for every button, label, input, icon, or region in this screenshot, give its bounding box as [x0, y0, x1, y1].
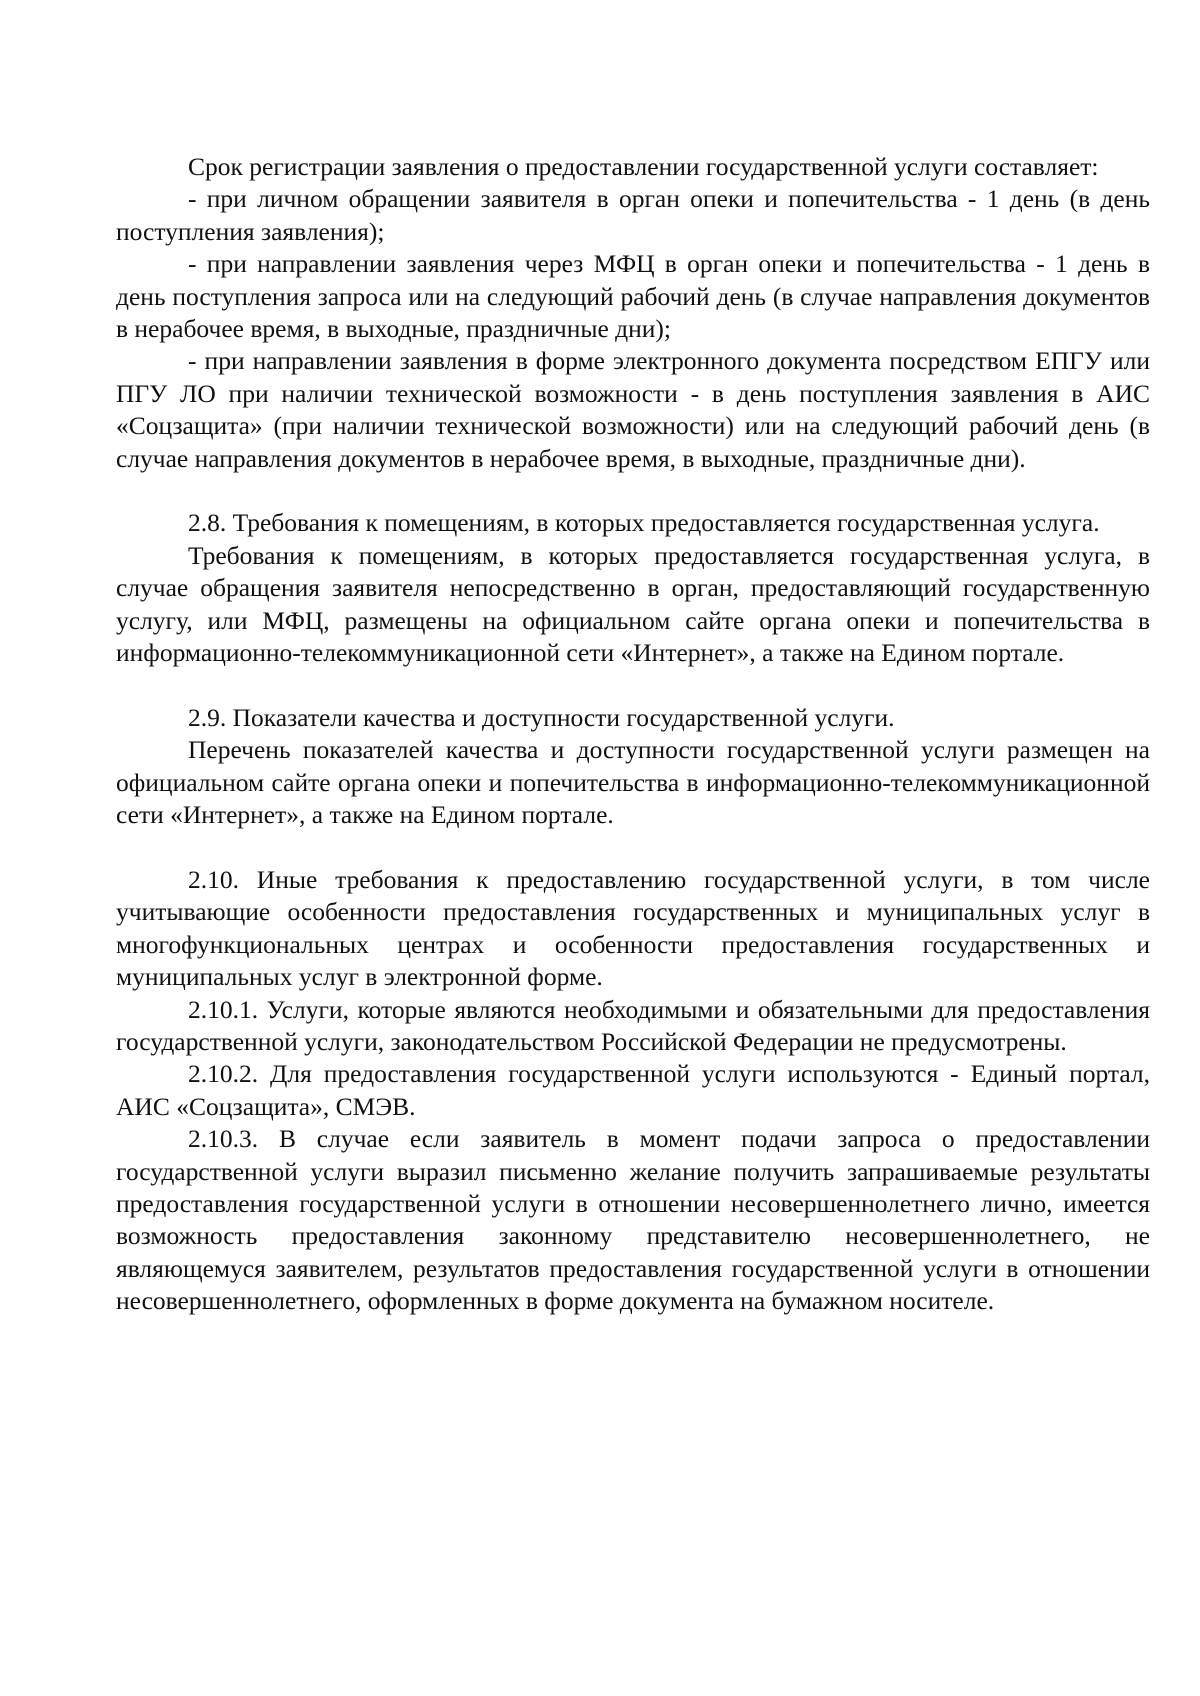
paragraph-registration-term: Срок регистрации заявления о предоставлении государственной услуги составляет:: [188, 152, 1099, 181]
document-body: [116, 151, 1150, 1318]
paragraph-personal-appeal: - при личном обращении заявителя в орган опеки и попечительства - 1 день (в день поступления заявления);: [116, 184, 1150, 246]
paragraph-2-10-1: 2.10.1. Услуги, которые являются необходимыми и обязательными для предоставления государственной услуги, законодательством Российской Федерации не предусмотрены.: [116, 994, 1150, 1056]
paragraph-quality-indicators: Перечень показателей качества и доступности государственной услуги размещен на официальном сайте органа опеки и попечительства в информационно-телекоммуникационной сети «Интернет», а также на Едином портале.: [116, 735, 1150, 830]
section-heading-2-9: 2.9. Показатели качества и доступности государственной услуги.: [188, 702, 895, 732]
paragraph-electronic-appeal: - при направлении заявления в форме электронного документа посредством ЕПГУ или ПГУ ЛО при наличии технической возможности - в день поступления заявления в АИС «Соцзащита» (при наличии технической возможности) или на следующий рабочий день (в случае направления документов в нерабочее время, в выходные, праздничные дни).: [116, 346, 1150, 473]
section-heading-2-8: 2.8. Требования к помещениям, в которых предоставляется государственная услуга.: [188, 508, 1100, 538]
paragraph-2-10-3: 2.10.3. В случае если заявитель в момент подачи запроса о предоставлении государственной услуги выразил письменно желание получить запрашиваемые результаты предоставления государственной услуги в отношении несовершеннолетнего лично, имеется возможность предоставления законному представителю несовершеннолетнего, не являющемуся заявителем, результатов предоставления государственной услуги в отношении несовершеннолетнего, оформленных в форме документа на бумажном носителе.: [116, 1124, 1150, 1316]
section-heading-2-10: 2.10. Иные требования к предоставлению государственной услуги, в том числе учитывающие особенности предоставления государственных и муниципальных услуг в многофункциональных центрах и особенности предоставления государственных и муниципальных услуг в электронной форме.: [116, 864, 1150, 992]
paragraph-mfc-appeal: - при направлении заявления через МФЦ в орган опеки и попечительства - 1 день в день поступления запроса или на следующий рабочий день (в случае направления документов в нерабочее время, в выходные, праздничные дни);: [116, 249, 1150, 344]
paragraph-premises-requirements: Требования к помещениям, в которых предоставляется государственная услуга, в случае обращения заявителя непосредственно в орган, предоставляющий государственную услугу, или МФЦ, размещены на официальном сайте органа опеки и попечительства в информационно-телекоммуникационной сети «Интернет», а также на Едином портале.: [116, 540, 1150, 668]
paragraph-2-10-2: 2.10.2. Для предоставления государственной услуги используются - Единый портал, АИС «Соцзащита», СМЭВ.: [116, 1059, 1150, 1121]
